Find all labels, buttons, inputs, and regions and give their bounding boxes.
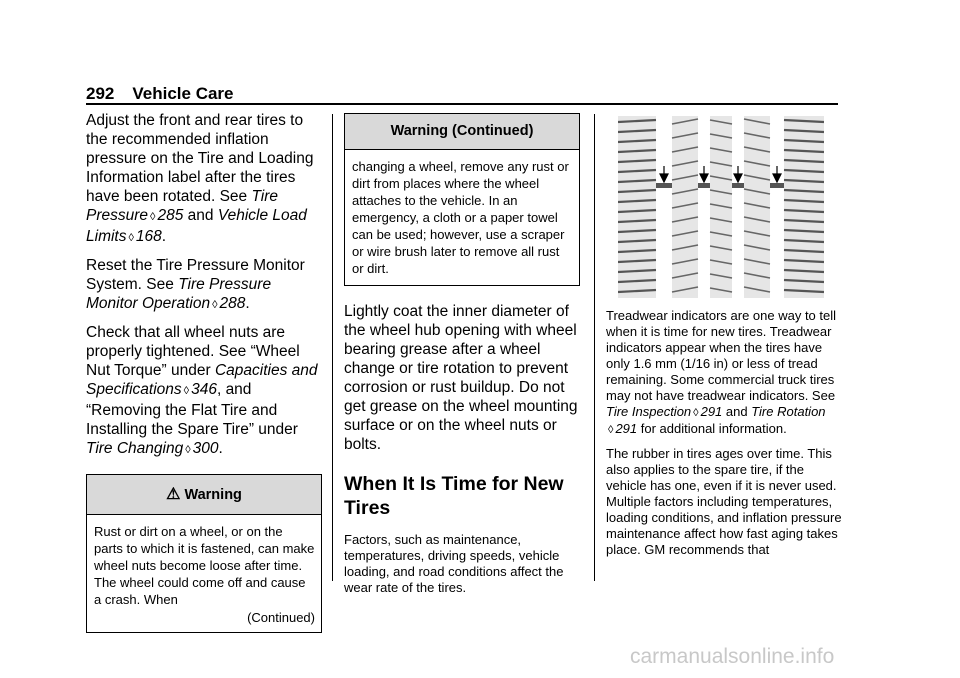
paragraph: [86, 323, 322, 460]
text: .: [161, 228, 167, 245]
paragraph: [606, 308, 842, 438]
page-ref-285[interactable]: 285: [157, 207, 184, 224]
page-ref-168[interactable]: 168: [135, 228, 162, 245]
paragraph: The rubber in tires ages over time. This also applies to the spare tire, if the vehicle has one, even if it is never used. Multiple factors including temperatures, loading conditions, and inflation pressure maintenance affect how fast aging takes place. GM recommends that: [606, 446, 842, 557]
paragraph: Factors, such as maintenance, temperatures, driving speeds, vehicle loading, and road conditions affect the wear rate of the tires.: [344, 532, 564, 595]
continued-label: (Continued): [247, 610, 315, 625]
warning-body: changing a wheel, remove any rust or dirt from places where the wheel attaches to the vehicle. In an emergency, a cloth or a paper towel can be used; however, use a scraper or wire brush later to remove all rust or dirt.: [352, 159, 569, 276]
link-tpms-operation[interactable]: Tire Pressure Monitor Operation: [86, 276, 272, 312]
link-vehicle-load-limits[interactable]: Vehicle Load Limits: [86, 207, 307, 245]
text: and: [183, 207, 214, 224]
page-ref-291[interactable]: 291: [700, 404, 723, 419]
warning-icon: ⚠: [166, 486, 181, 503]
text: .: [245, 295, 250, 312]
text: for additional information.: [637, 421, 787, 436]
column-3: [606, 308, 842, 566]
header-rule: [86, 103, 838, 105]
link-tire-pressure[interactable]: Tire Pressure: [86, 188, 279, 224]
warning-text: Rust or dirt on a wheel, or on the parts to which it is fastened, can make wheel nuts become loose after time. The wheel could come off and cause a crash. When: [94, 524, 315, 607]
page-ref-icon: ◊: [212, 299, 218, 311]
text: Adjust the front and rear tires to the recommended inflation pressure on the Tire and Loading Information label after the tires have been rotated. See: [86, 112, 314, 205]
page-ref-icon: ◊: [185, 444, 191, 456]
text: Check that all wheel nuts are properly tightened. See “Wheel Nut Torque” under: [86, 324, 300, 379]
page-ref-icon: ◊: [608, 424, 614, 436]
column-2: [344, 113, 580, 604]
page-ref-icon: ◊: [693, 407, 699, 419]
text: Treadwear indicators are one way to tell when it is time for new tires. Treadwear indicators appear when the tires have only 1.6 mm (1/16 in) or less of tread remaining. Some commercial truck tires may not have treadwear indicators. See: [606, 308, 837, 403]
section-heading: When It Is Time for New Tires: [344, 473, 564, 519]
warning-header: Warning (Continued): [345, 114, 579, 150]
page-ref-291b[interactable]: 291: [615, 421, 638, 436]
warning-header: [87, 475, 321, 515]
column-1: [86, 111, 322, 633]
page-header: [86, 84, 234, 104]
paragraph: [86, 256, 322, 315]
link-tire-rotation[interactable]: Tire Rotation: [751, 404, 826, 419]
page-ref-288[interactable]: 288: [219, 295, 246, 312]
column-divider-2: [594, 114, 595, 581]
page-ref-icon: ◊: [183, 385, 190, 397]
link-tire-changing[interactable]: Tire Changing: [86, 440, 184, 457]
warning-box: [86, 474, 322, 633]
link-capacities[interactable]: Capacities and Specifications: [86, 362, 318, 398]
link-tire-inspection[interactable]: Tire Inspection: [606, 404, 692, 419]
watermark: carmanualsonline.info: [630, 645, 835, 668]
column-divider-1: [332, 114, 333, 581]
paragraph: Lightly coat the inner diameter of the wheel hub opening with wheel bearing grease after a wheel change or tire rotation to prevent corrosion or rust buildup. Do not get grease on the wheel mounting surface or on the wheel nuts or bolts.: [344, 303, 578, 453]
text: Reset the Tire Pressure Monitor System. See: [86, 257, 305, 293]
treadwear-indicator-illustration: [618, 116, 824, 298]
warning-title: Warning: [184, 487, 242, 503]
text: .: [218, 440, 223, 457]
paragraph: [86, 111, 322, 248]
section-title: Vehicle Care: [132, 84, 234, 103]
page-ref-346[interactable]: 346: [191, 381, 217, 398]
warning-body: [87, 515, 321, 632]
page-number: 292: [86, 84, 115, 103]
warning-box-continued: [344, 113, 580, 286]
page-ref-icon: ◊: [128, 232, 134, 244]
page-ref-icon: ◊: [150, 211, 156, 223]
text: , and “Removing the Flat Tire and Installing the Spare Tire” under: [86, 381, 298, 438]
page-ref-300[interactable]: 300: [192, 440, 219, 457]
text: and: [722, 404, 752, 419]
